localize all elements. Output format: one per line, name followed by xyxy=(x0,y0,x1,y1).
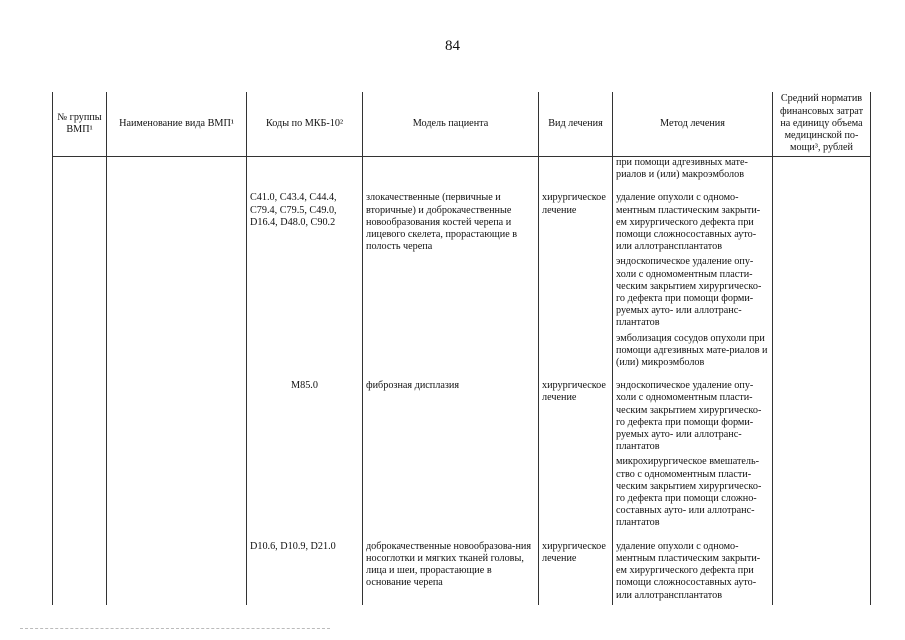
patient-model: злокачественные (первичные и вторичные) и доброкачественные новообразования костей черепа и лицевого скелета, прорастающие в полость черепа xyxy=(363,192,539,372)
patient-model: фиброзная дисплазия xyxy=(363,380,539,532)
table-row xyxy=(53,380,871,532)
header-group: № группы ВМП¹ xyxy=(53,92,107,157)
icd-codes: M85.0 xyxy=(247,380,363,532)
method-text: эмболизация сосудов опухоли при помощи адгезивных мате-риалов и (или) микроэмболов xyxy=(616,332,768,369)
table-row xyxy=(53,541,871,605)
patient-model: доброкачественные новообразова-ния носоглотки и мягких тканей головы, лица и шеи, прорастающие в основание черепа xyxy=(363,541,539,605)
header-method: Метод лечения xyxy=(613,92,773,157)
header-treatment: Вид лечения xyxy=(539,92,613,157)
vmp-table xyxy=(52,92,871,605)
scan-edge-line xyxy=(20,628,330,629)
treatment-type: хирургическое лечение xyxy=(539,541,613,605)
icd-codes: C41.0, C43.4, C44.4, C79.4, C79.5, C49.0, D16.4, D48.0, C90.2 xyxy=(247,192,363,372)
header-row xyxy=(53,92,871,157)
header-cost: Средний норматив финансовых затрат на единицу объема медицинской по-мощи³, рублей xyxy=(773,92,871,157)
method-text: при помощи адгезивных мате-риалов и (или) макроэмболов xyxy=(616,157,748,181)
header-codes: Коды по МКБ-10² xyxy=(247,92,363,157)
table-row xyxy=(53,192,871,372)
method-text: эндоскопическое удаление опу-холи с одномоментным пласти-ческим закрытием хирургическо-го дефекта при помощи форми-руемых ауто- или аллотранс-плантатов xyxy=(616,380,762,453)
method-text: эндоскопическое удаление опу-холи с одномоментным пласти-ческим закрытием хирургическо-го дефекта при помощи форми-руемых ауто- или аллотранс-плантатов xyxy=(616,256,762,329)
treatment-type: хирургическое лечение xyxy=(539,380,613,532)
treatment-type: хирургическое лечение xyxy=(539,192,613,372)
header-name: Наименование вида ВМП¹ xyxy=(107,92,247,157)
method-text: микрохирургическое вмешатель-ство с одномоментным пласти-ческим закрытием хирургическо-го дефекта при помощи сложно-составных ауто- или аллотранс-плантатов xyxy=(616,456,762,529)
icd-codes: D10.6, D10.9, D21.0 xyxy=(247,541,363,605)
method-text: удаление опухоли с одномо-ментным пластическим закрыти-ем хирургического дефекта при помощи сложносоставных ауто-или аллотрансплантатов xyxy=(616,540,761,601)
header-model: Модель пациента xyxy=(363,92,539,157)
page-number: 84 xyxy=(445,38,460,54)
continuation-row xyxy=(53,157,871,185)
method-text: удаление опухоли с одномо-ментным пластическим закрыти-ем хирургического дефекта при помощи сложносоставных ауто- или аллотрансплантатов xyxy=(616,192,761,253)
